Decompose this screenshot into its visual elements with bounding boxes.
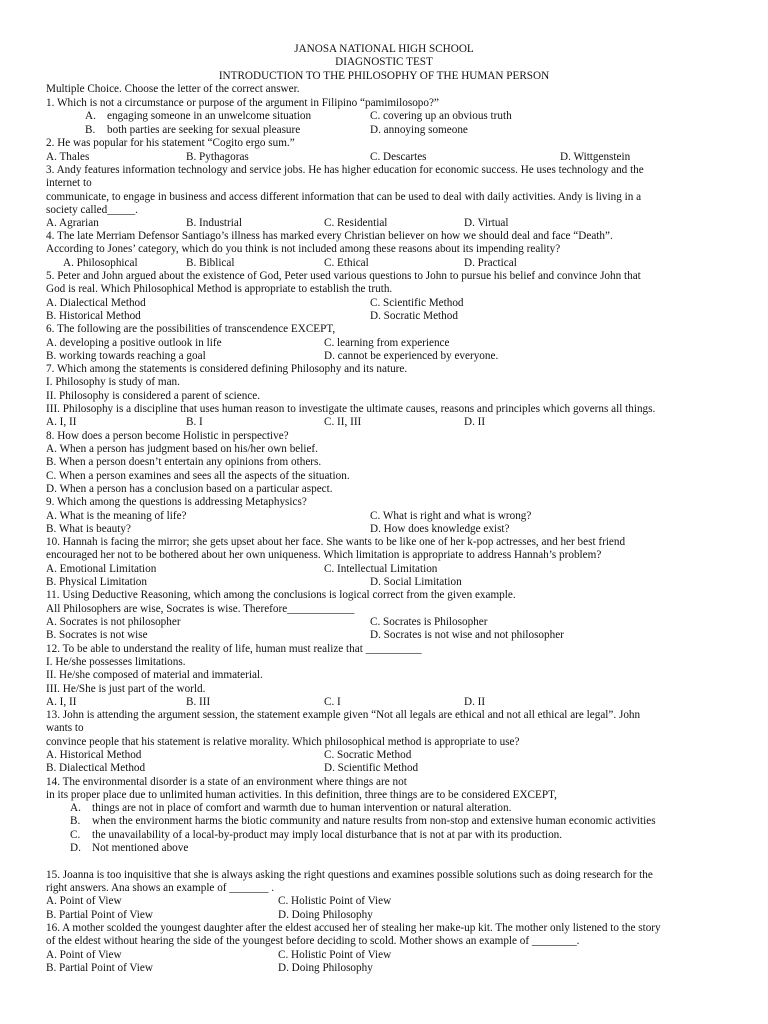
text-line: B. Physical Limitation — [46, 576, 147, 588]
text-line: A. I, II — [46, 696, 77, 708]
text-line: II. He/she composed of material and immaterial. — [46, 669, 263, 681]
text-line: 12. To be able to understand the reality of life, human must realize that __________ — [46, 643, 422, 655]
text-line: C. Descartes — [370, 151, 427, 163]
text-line: B. I — [186, 416, 203, 428]
text-line: C. Holistic Point of View — [278, 949, 392, 961]
text-line: C. I — [324, 696, 341, 708]
text-line: society called_____. — [46, 204, 138, 216]
text-line: 3. Andy features information technology and service jobs. He has higher education for economic success. He uses technology and the — [46, 164, 644, 176]
text-line: God is real. Which Philosophical Method is appropriate to establish the truth. — [46, 283, 393, 295]
text-line: 8. How does a person become Holistic in perspective? — [46, 430, 289, 442]
subject-title: INTRODUCTION TO THE PHILOSOPHY OF THE HUMAN PERSON — [218, 70, 550, 82]
text-line: B. When a person doesn’t entertain any opinions from others. — [46, 456, 322, 468]
text-line: A. Thales — [46, 151, 90, 163]
text-line: D. Wittgenstein — [560, 151, 631, 163]
text-line: D. Doing Philosophy — [278, 962, 373, 974]
text-line: D. Scientific Method — [324, 762, 419, 774]
text-line: D. How does knowledge exist? — [370, 523, 510, 535]
text-line: C. Holistic Point of View — [278, 895, 392, 907]
text-line: D. When a person has a conclusion based on a particular aspect. — [46, 483, 333, 495]
text-line: C. learning from experience — [324, 337, 450, 349]
text-line: A. developing a positive outlook in life — [46, 337, 222, 349]
text-line: A. Socrates is not philosopher — [46, 616, 181, 628]
text-line: C. — [70, 829, 81, 841]
text-line: both parties are seeking for sexual pleasure — [107, 124, 301, 136]
text-line: of the eldest without hearing the side of the youngest before deciding to scold. Mother shows an example of ________. — [46, 935, 580, 947]
text-line: D. Virtual — [464, 217, 509, 229]
text-line: D. cannot be experienced by everyone. — [324, 350, 499, 362]
text-line: 6. The following are the possibilities of transcendence EXCEPT, — [46, 323, 336, 335]
text-line: right answers. Ana shows an example of _______ . — [46, 882, 275, 894]
text-line: 4. The late Merriam Defensor Santiago’s illness has marked every Christian believer on how we should deal and face “Death”. — [46, 230, 613, 242]
text-line: B. Socrates is not wise — [46, 629, 148, 641]
text-line: engaging someone in an unwelcome situation — [107, 110, 312, 122]
text-line: 13. John is attending the argument session, the statement example given “Not all legals are ethical and not all ethical are legal”. John — [46, 709, 641, 721]
text-line: A. What is the meaning of life? — [46, 510, 187, 522]
text-line: III. Philosophy is a discipline that uses human reason to investigate the ultimate causes, reasons and principles which governs all things. — [46, 403, 656, 415]
text-line: II. Philosophy is considered a parent of science. — [46, 390, 261, 402]
instructions: Multiple Choice. Choose the letter of the correct answer. — [46, 83, 300, 95]
text-line: A. Philosophical — [63, 257, 138, 269]
text-line: C. Residential — [324, 217, 388, 229]
text-line: C. II, III — [324, 416, 362, 428]
text-line: A. Point of View — [46, 949, 122, 961]
text-line: when the environment harms the biotic community and nature results from non-stop and extensive human economic activities — [92, 815, 656, 827]
text-line: D. Social Limitation — [370, 576, 462, 588]
text-line: C. Socratic Method — [324, 749, 412, 761]
text-line: B. What is beauty? — [46, 523, 131, 535]
text-line: C. When a person examines and sees all the aspects of the situation. — [46, 470, 350, 482]
text-line: D. annoying someone — [370, 124, 468, 136]
text-line: A. Dialectical Method — [46, 297, 146, 309]
text-line: D. Practical — [464, 257, 517, 269]
text-line: A. I, II — [46, 416, 77, 428]
text-line: convince people that his statement is relative morality. Which philosophical method is appropriate to use? — [46, 736, 520, 748]
test-title: DIAGNOSTIC TEST — [335, 56, 433, 68]
text-line: D. — [70, 842, 81, 854]
text-line: B. III — [186, 696, 211, 708]
school-name: JANOSA NATIONAL HIGH SCHOOL — [294, 43, 474, 55]
text-line: communicate, to engage in business and access different information that can be used to deal with daily activities. Andy is living in a — [46, 191, 642, 203]
text-line: A. Historical Method — [46, 749, 142, 761]
text-line: C. Ethical — [324, 257, 369, 269]
text-line: B. Partial Point of View — [46, 909, 153, 921]
text-line: B. Historical Method — [46, 310, 141, 322]
text-line: C. Intellectual Limitation — [324, 563, 438, 575]
text-line: D. Socrates is not wise and not philosopher — [370, 629, 564, 641]
text-line: B. Partial Point of View — [46, 962, 153, 974]
text-line: 2. He was popular for his statement “Cogito ergo sum.” — [46, 137, 295, 149]
text-line: I. Philosophy is study of man. — [46, 376, 180, 388]
text-line: 11. Using Deductive Reasoning, which among the conclusions is logical correct from the given example. — [46, 589, 516, 601]
text-line: C. covering up an obvious truth — [370, 110, 512, 122]
text-line: wants to — [46, 722, 84, 734]
text-line: B. — [85, 124, 96, 136]
text-line: in its proper place due to unlimited human activities. In this definition, three things are to be considered EXCEPT, — [46, 789, 557, 801]
text-line: B. — [70, 815, 81, 827]
text-line: things are not in place of comfort and warmth due to human intervention or natural alteration. — [92, 802, 512, 814]
text-line: D. II — [464, 416, 486, 428]
text-line: D. Socratic Method — [370, 310, 458, 322]
text-line: A. — [70, 802, 81, 814]
text-line: A. Emotional Limitation — [46, 563, 157, 575]
text-line: 15. Joanna is too inquisitive that she is always asking the right questions and examines possible solutions such as doing research for the — [46, 869, 653, 881]
text-line: B. Industrial — [186, 217, 242, 229]
text-line: 1. Which is not a circumstance or purpose of the argument in Filipino “pamimilosopo?” — [46, 97, 439, 109]
text-line: the unavailability of a local-by-product may imply local disturbance that is not at par with its production. — [92, 829, 563, 841]
text-line: I. He/she possesses limitations. — [46, 656, 186, 668]
text-line: B. Dialectical Method — [46, 762, 146, 774]
text-line: B. Pythagoras — [186, 151, 249, 163]
text-line: According to Jones’ category, which do you think is not included among these reasons about its impending reality? — [46, 243, 561, 255]
text-line: C. Scientific Method — [370, 297, 464, 309]
text-line: B. working towards reaching a goal — [46, 350, 206, 362]
text-line: B. Biblical — [186, 257, 235, 269]
text-line: 16. A mother scolded the youngest daughter after the eldest accused her of stealing her make-up kit. The mother only listened to the story — [46, 922, 661, 934]
text-line: 10. Hannah is facing the mirror; she gets upset about her face. She wants to be like one of her k-pop actresses, and her best friend — [46, 536, 626, 548]
text-line: internet to — [46, 177, 92, 189]
text-line: C. What is right and what is wrong? — [370, 510, 532, 522]
text-line: Not mentioned above — [92, 842, 189, 854]
text-line: 14. The environmental disorder is a state of an environment where things are not — [46, 776, 407, 788]
text-line: A. Agrarian — [46, 217, 99, 229]
text-line: A. When a person has judgment based on his/her own belief. — [46, 443, 318, 455]
text-line: encouraged her not to be bothered about her own uniqueness. Which limitation is appropriate to address Hannah’s problem? — [46, 549, 602, 561]
text-line: All Philosophers are wise, Socrates is wise. Therefore____________ — [46, 603, 355, 615]
text-line: A. — [85, 110, 96, 122]
text-line: D. II — [464, 696, 486, 708]
text-line: C. Socrates is Philosopher — [370, 616, 488, 628]
text-line: 7. Which among the statements is considered defining Philosophy and its nature. — [46, 363, 408, 375]
text-line: III. He/She is just part of the world. — [46, 683, 206, 695]
text-line: 5. Peter and John argued about the existence of God, Peter used various questions to John to pursue his belief and convince John that — [46, 270, 641, 282]
text-line: 9. Which among the questions is addressing Metaphysics? — [46, 496, 307, 508]
text-line: D. Doing Philosophy — [278, 909, 373, 921]
text-line: A. Point of View — [46, 895, 122, 907]
